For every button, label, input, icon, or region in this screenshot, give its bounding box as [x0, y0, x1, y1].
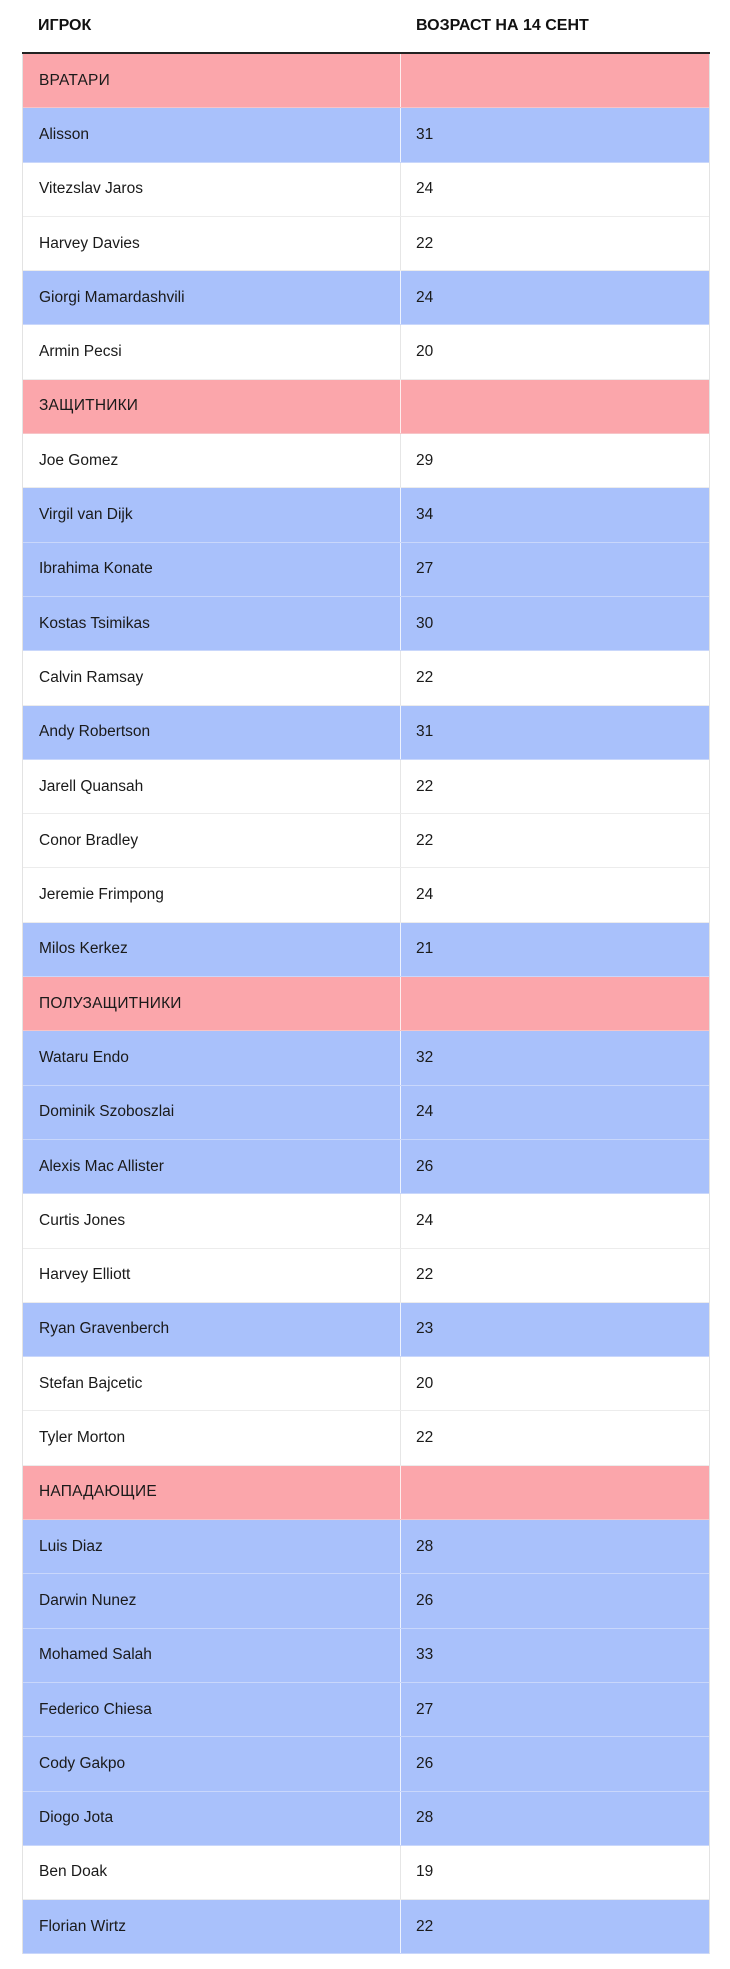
- player-name: Ben Doak: [23, 1846, 401, 1899]
- player-age: 28: [416, 1809, 434, 1827]
- player-name: Virgil van Dijk: [23, 488, 401, 541]
- player-age: 24: [416, 886, 434, 904]
- section-header-row: [23, 1466, 709, 1520]
- table-row: [23, 1683, 709, 1737]
- player-name: Vitezslav Jaros: [23, 163, 401, 216]
- player-age: [401, 54, 709, 107]
- table-row: [23, 108, 709, 162]
- player-age: [401, 380, 709, 433]
- player-age: 22: [416, 1429, 434, 1447]
- player-age: [401, 977, 709, 1030]
- table-row: [23, 814, 709, 868]
- player-name: Ryan Gravenberch: [23, 1303, 401, 1356]
- table-row: [23, 163, 709, 217]
- player-age: 20: [416, 1374, 434, 1392]
- player-name: Jarell Quansah: [23, 760, 401, 813]
- player-age: [401, 1466, 709, 1519]
- table-row: [23, 1303, 709, 1357]
- table-row: [23, 1249, 709, 1303]
- player-name: Stefan Bajcetic: [23, 1357, 401, 1410]
- player-name: Conor Bradley: [23, 814, 401, 867]
- player-age: 32: [416, 1048, 434, 1066]
- player-name: Andy Robertson: [23, 706, 401, 759]
- player-name: Jeremie Frimpong: [23, 868, 401, 921]
- player-age: 26: [416, 1591, 434, 1609]
- table-row: [23, 325, 709, 379]
- section-title: ЗАЩИТНИКИ: [23, 380, 401, 433]
- player-age: 28: [416, 1537, 434, 1555]
- table-row: [23, 1900, 709, 1954]
- player-name: Cody Gakpo: [23, 1737, 401, 1790]
- player-name: Tyler Morton: [23, 1411, 401, 1464]
- player-age: 19: [416, 1863, 434, 1881]
- player-name: Diogo Jota: [23, 1792, 401, 1845]
- section-title: ВРАТАРИ: [23, 54, 401, 107]
- table-row: [23, 1194, 709, 1248]
- player-name: Milos Kerkez: [23, 923, 401, 976]
- table-row: [23, 760, 709, 814]
- player-name: Armin Pecsi: [23, 325, 401, 378]
- table-body: [22, 54, 710, 1954]
- player-name: Harvey Elliott: [23, 1249, 401, 1302]
- table-row: [23, 1357, 709, 1411]
- player-age: 29: [416, 451, 434, 469]
- table-row: [23, 706, 709, 760]
- player-name: Joe Gomez: [23, 434, 401, 487]
- player-name: Ibrahima Konate: [23, 543, 401, 596]
- player-name: Darwin Nunez: [23, 1574, 401, 1627]
- table-row: [23, 1629, 709, 1683]
- section-header-row: [23, 380, 709, 434]
- table-row: [23, 1846, 709, 1900]
- table-row: [23, 1031, 709, 1085]
- player-age: 22: [416, 668, 434, 686]
- table-row: [23, 543, 709, 597]
- player-age: 26: [416, 1754, 434, 1772]
- player-age: 22: [416, 1266, 434, 1284]
- table-header: [22, 0, 710, 54]
- player-name: Alexis Mac Allister: [23, 1140, 401, 1193]
- header-age: ВОЗРАСТ НА 14 СЕНТ: [416, 17, 589, 34]
- player-age: 24: [416, 180, 434, 198]
- table-row: [23, 217, 709, 271]
- player-name: Wataru Endo: [23, 1031, 401, 1084]
- player-age: 22: [416, 831, 434, 849]
- table-row: [23, 923, 709, 977]
- table-row: [23, 271, 709, 325]
- player-age: 24: [416, 288, 434, 306]
- player-age: 22: [416, 777, 434, 795]
- header-player: ИГРОК: [38, 17, 92, 34]
- player-age: 22: [416, 1917, 434, 1935]
- player-age: 24: [416, 1103, 434, 1121]
- player-age: 27: [416, 1700, 434, 1718]
- player-age: 30: [416, 614, 434, 632]
- player-name: Luis Diaz: [23, 1520, 401, 1573]
- table-row: [23, 1520, 709, 1574]
- player-name: Dominik Szoboszlai: [23, 1086, 401, 1139]
- player-name: Mohamed Salah: [23, 1629, 401, 1682]
- table-row: [23, 1792, 709, 1846]
- section-header-row: [23, 54, 709, 108]
- player-age: 26: [416, 1157, 434, 1175]
- table-row: [23, 597, 709, 651]
- section-title: НАПАДАЮЩИЕ: [23, 1466, 401, 1519]
- table-row: [23, 488, 709, 542]
- table-row: [23, 1737, 709, 1791]
- player-age: 23: [416, 1320, 434, 1338]
- player-name: Giorgi Mamardashvili: [23, 271, 401, 324]
- squad-table: [22, 0, 710, 1954]
- section-header-row: [23, 977, 709, 1031]
- table-row: [23, 868, 709, 922]
- table-row: [23, 1086, 709, 1140]
- player-age: 22: [416, 234, 434, 252]
- table-row: [23, 651, 709, 705]
- player-name: Harvey Davies: [23, 217, 401, 270]
- table-row: [23, 1411, 709, 1465]
- player-name: Florian Wirtz: [23, 1900, 401, 1953]
- player-age: 21: [416, 940, 434, 958]
- player-name: Alisson: [23, 108, 401, 161]
- player-age: 31: [416, 125, 434, 143]
- player-name: Curtis Jones: [23, 1194, 401, 1247]
- table-row: [23, 434, 709, 488]
- player-name: Kostas Tsimikas: [23, 597, 401, 650]
- player-age: 31: [416, 723, 434, 741]
- table-row: [23, 1140, 709, 1194]
- player-age: 24: [416, 1211, 434, 1229]
- player-name: Federico Chiesa: [23, 1683, 401, 1736]
- table-row: [23, 1574, 709, 1628]
- player-age: 34: [416, 506, 434, 524]
- player-name: Calvin Ramsay: [23, 651, 401, 704]
- player-age: 20: [416, 343, 434, 361]
- player-age: 33: [416, 1646, 434, 1664]
- section-title: ПОЛУЗАЩИТНИКИ: [23, 977, 401, 1030]
- player-age: 27: [416, 560, 434, 578]
